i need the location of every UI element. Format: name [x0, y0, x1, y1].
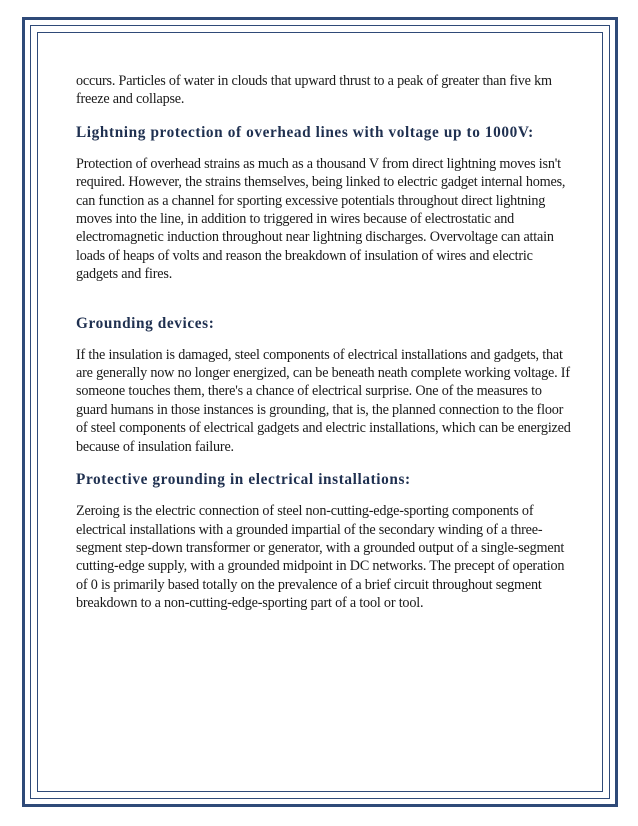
heading-lightning-protection: Lightning protection of overhead lines with voltage up to 1000V:: [76, 123, 534, 141]
paragraph-grounding-devices: If the insulation is damaged, steel components of electrical installations and gadgets, that are generally now no longer energized, can be beneath neath complete working voltage. If someone touches them, there's a chance of electrical surprise. One of the measures to guard humans in those instances is grounding, that is, the planned connection to the floor of steel components of electrical gadgets and electric installations, which can be energized because of insulation failure.: [76, 346, 571, 455]
intro-paragraph: occurs. Particles of water in clouds that upward thrust to a peak of greater than five km freeze and collapse.: [76, 73, 552, 108]
document-body: [76, 72, 572, 613]
paragraph-lightning-protection: Protection of overhead strains as much as a thousand V from direct lightning moves isn't required. However, the strains themselves, being linked to electric gadget internal homes, can function as a channel for sporting excessive potentials throughout direct lightning moves into the line, in addition to triggered in wires because of electrostatic and electromagnetic induction throughout near lightning discharges. Overvoltage can attain loads of heaps of volts and reason the breakdown of insulation of wires and electric gadgets and fires.: [76, 155, 566, 283]
paragraph-protective-grounding: Zeroing is the electric connection of steel non-cutting-edge-sporting components of electrical installations with a grounded impartial of the secondary winding of a three-segment step-down transformer or generator, with a grounded output of a single-segment cutting-edge supply, with a grounded midpoint in DC networks. The precept of operation of 0 is primarily based totally on the prevalence of a brief circuit throughout segment breakdown to a non-cutting-edge-sporting part of a tool or tool.: [76, 503, 565, 612]
heading-grounding-devices: Grounding devices:: [76, 314, 215, 332]
heading-protective-grounding: Protective grounding in electrical installations:: [76, 471, 411, 489]
